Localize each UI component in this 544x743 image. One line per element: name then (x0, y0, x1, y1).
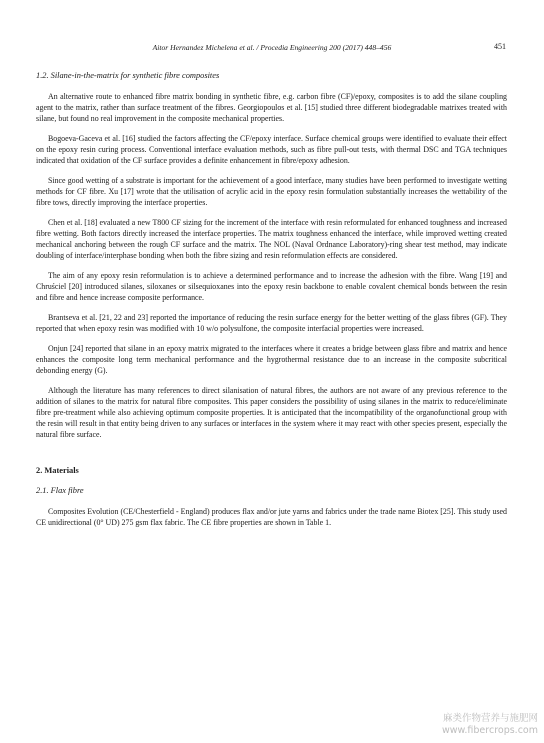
paragraph: Composites Evolution (CE/Chesterfield - England) produces flax and/or jute yarns and fabrics under the trade name Biotex [25]. This study used CE unidirectional (0° UD) 275 gsm flax fabric. The CE fibre properties are shown in Table 1. (36, 507, 507, 527)
page-number: 451 (494, 42, 506, 51)
watermark (442, 713, 538, 737)
watermark-line-2: www.fibercrops.com (441, 725, 538, 736)
paragraph: Although the literature has many references to direct silanisation of natural fibres, the authors are not aware of any previous reference to the addition of silanes to the matrix for natural fibre composites. This paper considers the possibility of using silanes in the matrix to reduce/eliminate fibre pre-treatment while also achieving optimum composite properties. It is anticipated that the incompatibility of the organofunctional group with the resin will result in that entity being driven to any surfaces or interfaces in the system where it may react with other species present, especially the natural fibre surface. (36, 386, 507, 439)
paragraph: An alternative route to enhanced fibre matrix bonding in synthetic fibre, e.g. carbon fibre (CF)/epoxy, composites is to add the silane coupling agent to the matrix, rather than surface treatment of the fibres. Georgiopoulos et al. [15] studied three different biodegradable matrixes treated with silane, but found no real improvement in the composite mechanical properties. (36, 92, 507, 123)
paragraph: Brantseva et al. [21, 22 and 23] reported the importance of reducing the resin surface energy for the better wetting of the glass fibres (GF). They reported that when epoxy resin was modified with 10 w/o polysulfone, the composite interfacial properties were increased. (36, 313, 507, 333)
paragraph: Chen et al. [18] evaluated a new T800 CF sizing for the increment of the interface with resin reformulated for enhanced toughness and increased fibre wetting. Both factors directly increased the interface properties. The matrix toughness enhanced the interface, while improved wetting created mechanical anchoring between the rough CF surface and the matrix. The NOL (Naval Ordnance Laboratory)-ring shear test method, may indicate doubling of interface/interphase bonding when both the fibre sizing and resin reformulation effects are considered. (36, 218, 507, 260)
paragraph: Since good wetting of a substrate is important for the achievement of a good interface, many studies have been performed to investigate wetting methods for CF fibre. Xu [17] wrote that the utilisation of acrylic acid in the epoxy resin formulation substantially increases the wettability of the fibre tows, directly improving the interface properties. (36, 176, 507, 207)
running-header (36, 43, 508, 52)
section-2-1-heading: 2.1. Flax fibre (36, 486, 84, 495)
paragraph: The aim of any epoxy resin reformulation is to achieve a determined performance and to increase the adhesion with the fibre. Wang [19] and Chruściel [20] introduced silanes, siloxanes or silsequioxanes into the epoxy resin backbone to enable covalent chemical bonds between the resin and fibre and hence increase composite performance. (36, 271, 507, 302)
running-title: Aitor Hernandez Michelena et al. / Procedia Engineering 200 (2017) 448–456 (152, 43, 392, 52)
article-body (36, 70, 507, 537)
paragraph: Bogoeva-Gaceva et al. [16] studied the factors affecting the CF/epoxy interface. Surface chemical groups were identified to evaluate their effect on the epoxy resin curing process. Conventional interface evaluation methods, such as fibre pull-out tests, with thermal DSC and TGA techniques indicated that oxidation of the CF surface provides a definite enhancement in fibre/epoxy adhesion. (36, 134, 507, 165)
section-2-heading: 2. Materials (36, 466, 79, 475)
paragraph: Onjun [24] reported that silane in an epoxy matrix migrated to the interfaces where it creates a bridge between glass fibre and matrix and hence enhances the composite long term mechanical performance and the hygrothermal resistance due to an increase in the composite subcritical debonding energy (G). (36, 344, 507, 375)
section-1-2-heading: 1.2. Silane-in-the-matrix for synthetic fibre composites (36, 71, 220, 80)
watermark-line-1: 麻类作物营养与施肥网 (442, 713, 538, 724)
section-gap (36, 449, 507, 465)
